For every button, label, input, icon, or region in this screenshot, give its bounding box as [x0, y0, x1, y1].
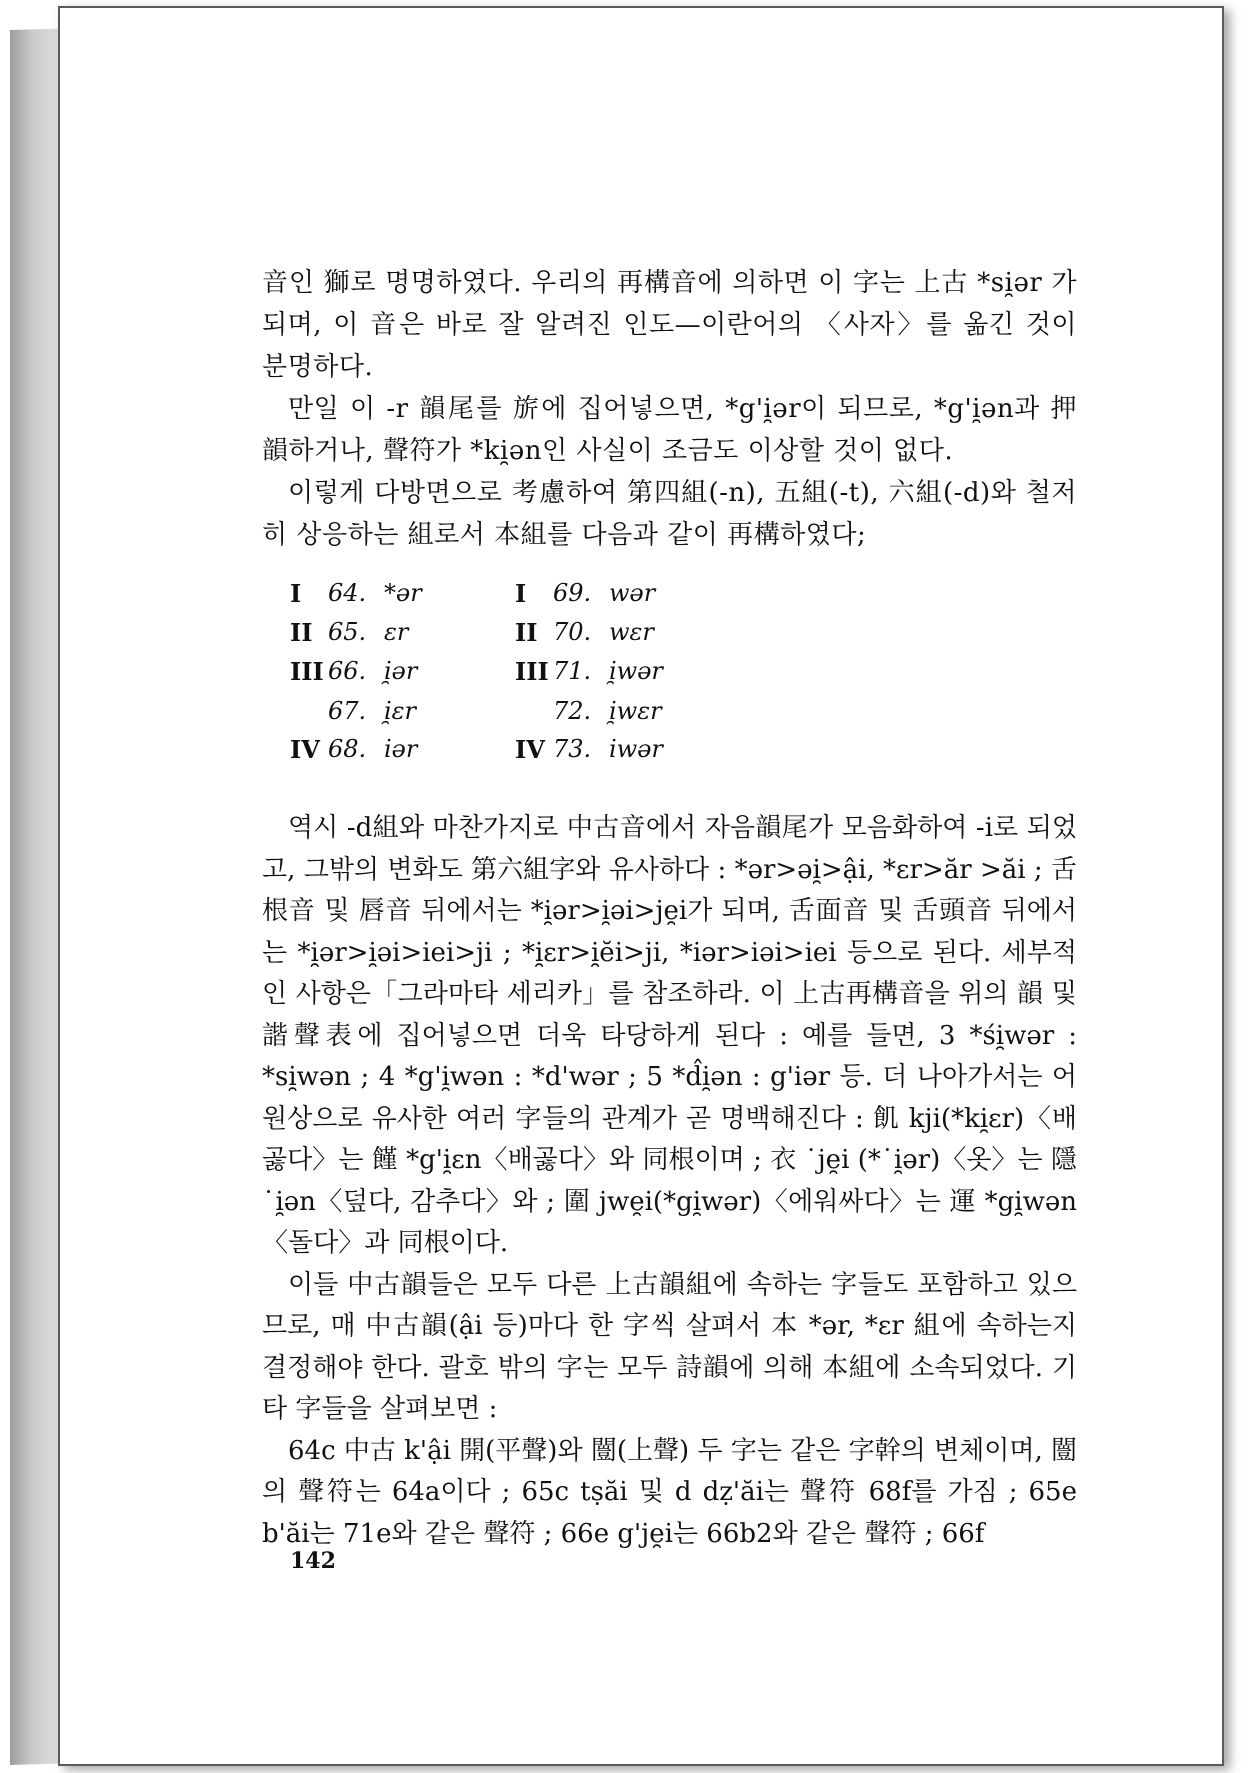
roman-numeral: I: [515, 579, 527, 608]
paragraph-4: 역시 -d組와 마찬가지로 中古音에서 자음韻尾가 모음화하여 -i로 되었고, 그밖의 변화도 第六組字와 유사하다 : *ər>əi̯>ậi, *ɛr>ăr >ăi ; 舌根音 및 唇音 뒤에서는 *i̯ər>i̯əi>je̯i가 되며, 舌面音 및 舌頭音 뒤에서는 *i̯ər>i̯əi>iei>ji ; *i̯ɛr>i̯ĕi>ji, *iər>iəi>iei 등으로 된다. 세부적인 사항은「그라마타 세리카」를 참조하라. 이 上古再構音을 위의 韻 및 諧聲表에 집어넣으면 더욱 타당하게 된다 : 예를 들면, 3 *śi̯wər : *si̯wən ; 4 *g'i̯wən : *d'wər ; 5 *d̂i̯ən : g'iər 등. 더 나아가서는 어원상으로 유사한 여러 字들의 관계가 곧 명백해진다 : 飢 kji(*ki̯ɛr)〈배곯다〉는 饉 *g'i̯ɛn〈배곯다〉와 同根이며 ; 衣 ˙je̯i (*˙i̯ər)〈옷〉는 隱 ˙i̯ən〈덮다, 감추다〉와 ; 圍 jwe̯i(*gi̯wər)〈에워싸다〉는 運 *gi̯wən〈돌다〉과 同根이다.: [262, 813, 1077, 1258]
group-number: 65.: [328, 618, 367, 646]
roman-numeral: II: [515, 618, 538, 647]
group-form: wɛr: [609, 618, 654, 646]
group-form: i̯ər: [384, 657, 418, 685]
roman-numeral: IV: [290, 735, 320, 764]
table-row: [290, 574, 740, 613]
paragraph-3: 이렇게 다방면으로 考慮하여 第四組(-n), 五組(-t), 六組(-d)와 철저히 상응하는 組로서 本組를 다음과 같이 再構하였다;: [262, 478, 1077, 550]
table-row: [290, 613, 740, 652]
table-row: [290, 652, 740, 691]
group-number: 70.: [553, 618, 592, 646]
group-form: *ər: [384, 579, 422, 607]
group-form: i̯wər: [609, 657, 663, 685]
reconstruction-table: [290, 574, 740, 769]
paragraph-6: 64c 中古 k'ậi 開(平聲)와 闓(上聲) 두 字는 같은 字幹의 변체이며, 闓의 聲符는 64a이다 ; 65c tṣăi 및 d dẓ'ăi는 聲符 68f를 가짐 ; 65e b'ăi는 71e와 같은 聲符 ; 66e g'je̯i는 66b2와 같은 聲符 ; 66f: [262, 1435, 1078, 1549]
group-form: i̯ɛr: [384, 696, 417, 725]
text-top: [262, 262, 1077, 556]
group-form: ɛr: [384, 618, 409, 646]
roman-numeral: I: [290, 579, 302, 608]
roman-numeral: [290, 697, 328, 725]
group-number: 67.: [328, 696, 367, 725]
group-number: 73.: [553, 735, 592, 763]
group-number: 68.: [328, 735, 367, 763]
group-form: i̯wɛr: [609, 696, 662, 725]
roman-numeral: II: [290, 618, 313, 647]
group-number: 66.: [328, 657, 367, 685]
group-form: iwər: [609, 735, 663, 763]
group-number: 69.: [553, 579, 592, 607]
page-number: 142: [290, 1548, 336, 1574]
roman-numeral: [515, 697, 553, 725]
paragraph-5: 이들 中古韻들은 모두 다른 上古韻組에 속하는 字들도 포함하고 있으므로, 매 中古韻(ậi 등)마다 한 字씩 살펴서 本 *ər, *ɛr 組에 속하는지 결정해야 한다. 괄호 밖의 字는 모두 詩韻에 의해 本組에 소속되었다. 기타 字들을 살펴보면 :: [262, 1269, 1077, 1424]
table-row: [290, 730, 740, 769]
roman-numeral: IV: [515, 735, 545, 764]
group-number: 71.: [553, 657, 592, 685]
group-form: iər: [384, 735, 418, 763]
paragraph-2: 만일 이 -r 韻尾를 旂에 집어넣으면, *g'i̯ər이 되므로, *g'i̯ən과 押韻하거나, 聲符가 *ki̯ən인 사실이 조금도 이상할 것이 없다.: [262, 394, 1077, 466]
book-spine: [10, 29, 62, 1765]
roman-numeral: III: [515, 657, 549, 686]
group-form: wər: [609, 579, 656, 607]
group-number: 64.: [328, 579, 367, 607]
table-row: [290, 691, 740, 730]
paragraph-1: 音인 獅로 명명하였다. 우리의 再構音에 의하면 이 字는 上古 *si̯ər 가 되며, 이 音은 바로 잘 알려진 인도—이란어의 〈사자〉를 옮긴 것이 분명하다.: [262, 268, 1077, 382]
group-number: 72.: [553, 696, 592, 725]
roman-numeral: III: [290, 657, 324, 686]
text-bottom: [262, 808, 1077, 1555]
